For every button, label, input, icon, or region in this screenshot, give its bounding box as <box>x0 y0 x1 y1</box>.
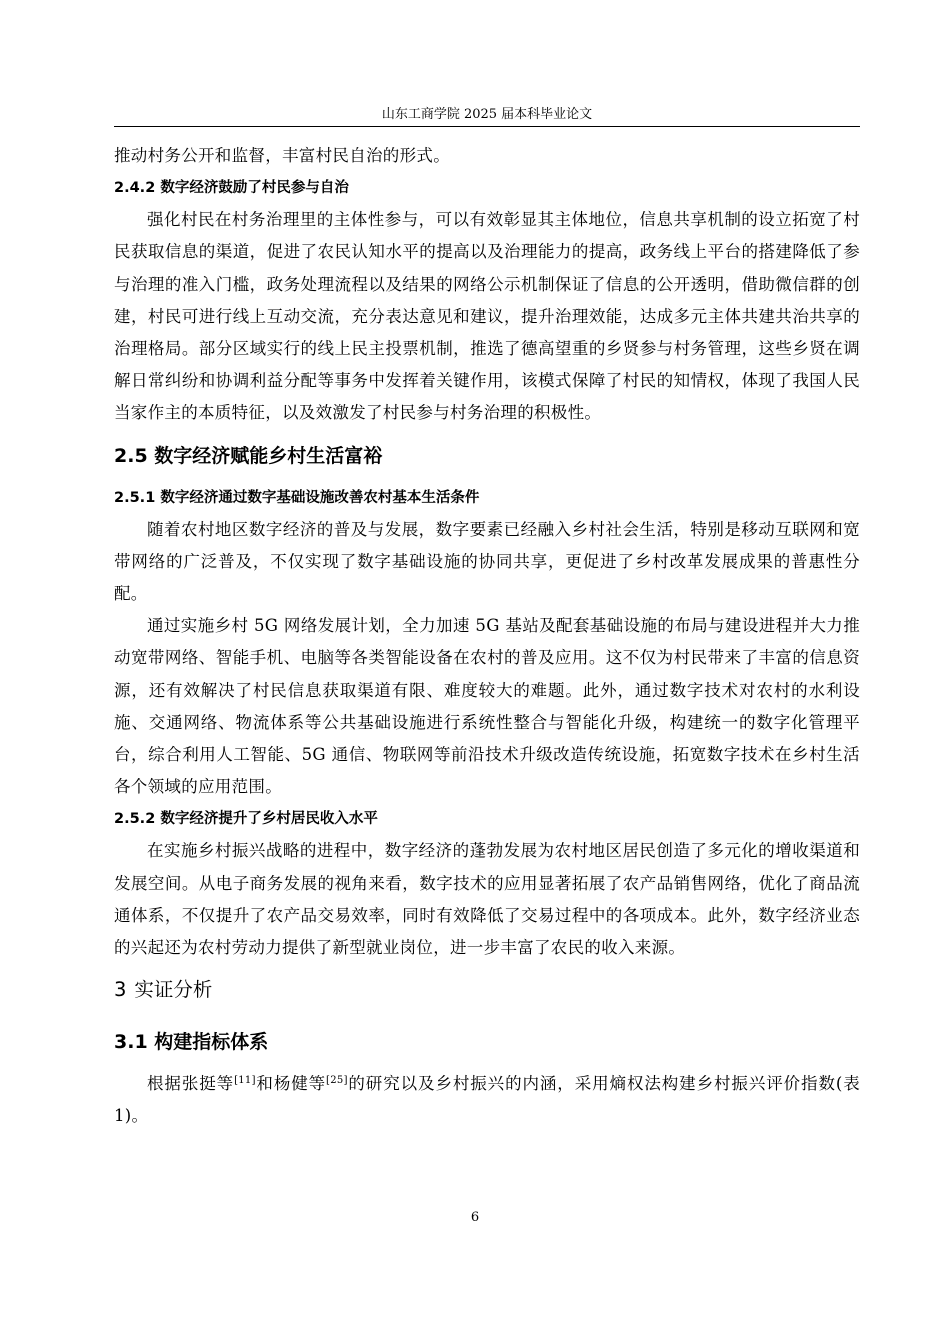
section-2-5-2-paragraph: 在实施乡村振兴战略的进程中，数字经济的蓬勃发展为农村地区居民创造了多元化的增收渠道和发展空间。从电子商务发展的视角来看，数字技术的应用显著拓展了农产品销售网络，优化了商品流通体系，不仅提升了农产品交易效率，同时有效降低了交易过程中的各项成本。此外，数字经济业态的兴起还为农村劳动力提供了新型就业岗位，进一步丰富了农民的收入来源。 <box>114 841 860 958</box>
section-3-1-text-part-2: 和杨健等 <box>255 1074 327 1094</box>
citation-25: [25] <box>326 1075 348 1087</box>
section-2-4-2-heading: 2.4.2 数字经济鼓励了村民参与自治 <box>114 180 349 197</box>
section-3-1-heading: 3.1 构建指标体系 <box>114 1031 269 1054</box>
section-2-5-2-heading: 2.5.2 数字经济提升了乡村居民收入水平 <box>114 811 378 828</box>
section-3-1-paragraph <box>114 1068 860 1132</box>
page-header: 山东工商学院 2025 届本科毕业论文 <box>114 104 860 127</box>
citation-11: [11] <box>234 1075 256 1087</box>
page-number: 6 <box>470 1210 480 1225</box>
section-2-5-heading: 2.5 数字经济赋能乡村生活富裕 <box>114 444 383 467</box>
section-2-5-1-heading: 2.5.1 数字经济通过数字基础设施改善农村基本生活条件 <box>114 489 480 506</box>
section-2-4-2-paragraph: 强化村民在村务治理里的主体性参与，可以有效彰显其主体地位，信息共享机制的设立拓宽了村民获取信息的渠道，促进了农民认知水平的提高以及治理能力的提高，政务线上平台的搭建降低了参与治理的准入门槛，政务处理流程以及结果的网络公示机制保证了信息的公开透明，借助微信群的创建，村民可进行线上互动交流，充分表达意见和建议，提升治理效能，达成多元主体共建共治共享的治理格局。部分区域实行的线上民主投票机制，推选了德高望重的乡贤参与村务管理，这些乡贤在调解日常纠纷和协调利益分配等事务中发挥着关键作用，该模式保障了村民的知情权，体现了我国人民当家作主的本质特征，以及效激发了村民参与村务治理的积极性。 <box>114 210 860 423</box>
section-2-5-1-paragraph-2: 通过实施乡村 5G 网络发展计划，全力加速 5G 基站及配套基础设施的布局与建设进程并大力推动宽带网络、智能手机、电脑等各类智能设备在农村的普及应用。这不仅为村民带来了丰富的信息资源，还有效解决了村民信息获取渠道有限、难度较大的难题。此外，通过数字技术对农村的水利设施、交通网络、物流体系等公共基础设施进行系统性整合与智能化升级，构建统一的数字化管理平台，综合利用人工智能、5G 通信、物联网等前沿技术升级改造传统设施，拓宽数字技术在乡村生活各个领域的应用范围。 <box>114 616 860 797</box>
continuation-paragraph: 推动村务公开和监督，丰富村民自治的形式。 <box>114 146 450 165</box>
section-3-1-text-part-3: 的研究以及乡村振兴的内涵，采用熵权法构建乡村振兴评价指数(表 1)。 <box>114 1074 861 1126</box>
chapter-3-number: 3 <box>114 978 127 1002</box>
page-content <box>114 140 860 1133</box>
section-3-1-text-part-1: 根据张挺等 <box>147 1074 235 1094</box>
section-2-5-1-paragraph-1: 随着农村地区数字经济的普及与发展，数字要素已经融入乡村社会生活，特别是移动互联网和宽带网络的广泛普及，不仅实现了数字基础设施的协同共享，更促进了乡村改革发展成果的普惠性分配。 <box>114 519 860 604</box>
chapter-3-heading <box>114 964 860 1016</box>
chapter-3-title: 实证分析 <box>134 978 213 1002</box>
